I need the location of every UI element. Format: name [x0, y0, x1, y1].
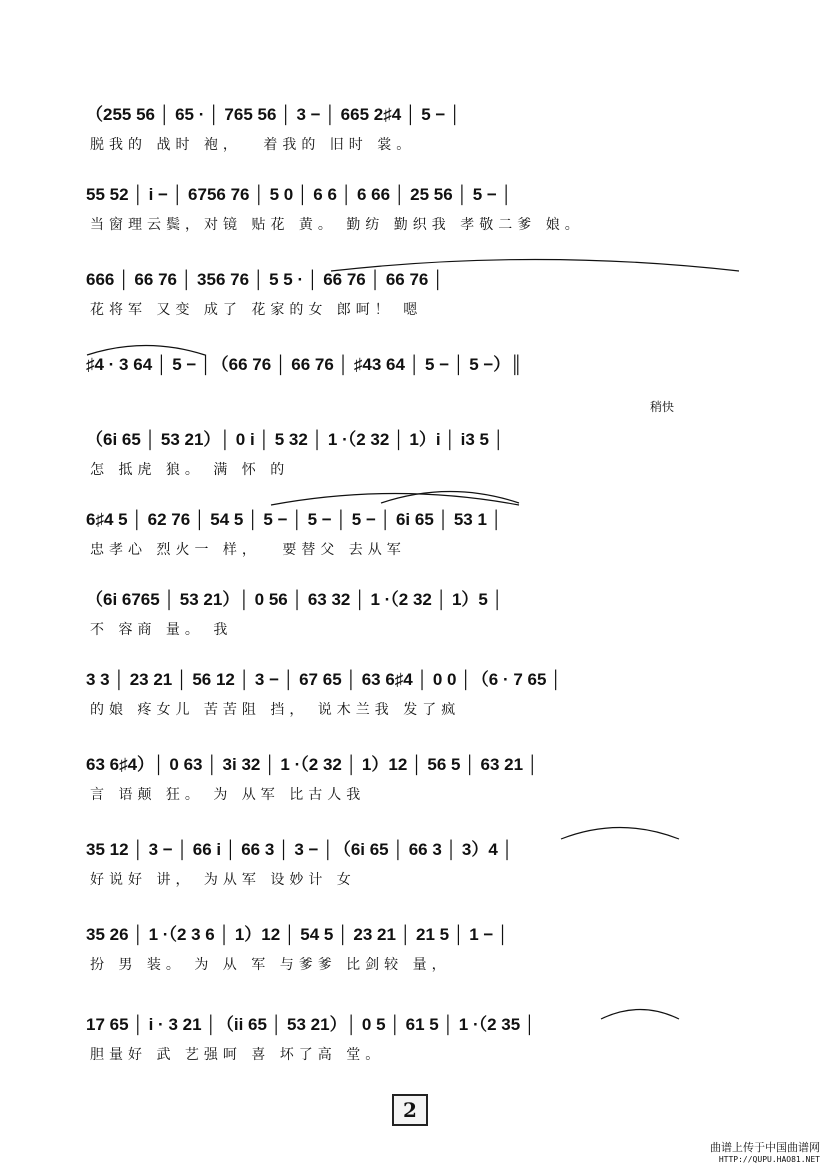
watermark-line1: 曲谱上传于中国曲谱网 — [710, 1141, 820, 1154]
notation-line: （6i 6765 │ 53 21）│ 0 56 │ 63 32 │ 1 ·（2 32 │ 1）5 │ — [86, 590, 504, 609]
lyrics-line: 不 容商 量。 我 — [90, 622, 233, 638]
notation-line: 666 │ 66 76 │ 356 76 │ 5 5 · │ 66 76 │ 66 76 │ — [86, 270, 444, 289]
watermark — [710, 1142, 820, 1166]
page-number: 2 — [392, 1094, 428, 1126]
slur-mark — [270, 492, 520, 506]
notation-line: 3 3 │ 23 21 │ 56 12 │ 3 − │ 67 65 │ 63 6♯4 │ 0 0 │（6 · 7 65 │ — [86, 670, 562, 689]
notation-line: 6♯4 5 │ 62 76 │ 54 5 │ 5 − │ 5 − │ 5 − │ 6i 65 │ 53 1 │ — [86, 510, 503, 529]
lyrics-line: 忠孝心 烈火一 样， 要替父 去从军 — [90, 542, 406, 558]
lyrics-line: 当窗理云鬓，对镜 贴花 黄。 勤纺 勤织我 孝敬二爹 娘。 — [90, 217, 584, 233]
lyrics-line: 扮 男 装。 为 从 军 与爹爹 比剑较 量， — [90, 957, 451, 973]
tempo-mark: 稍快 — [650, 400, 675, 414]
lyrics-line: 胆量好 武 艺强呵 喜 坏了高 堂。 — [90, 1047, 385, 1063]
lyrics-line: 怎 抵虎 狼。 满 怀 的 — [90, 462, 290, 478]
notation-line: 55 52 │ i − │ 6756 76 │ 5 0 │ 6 6 │ 6 66 │ 25 56 │ 5 − │ — [86, 185, 513, 204]
slur-mark — [600, 1008, 680, 1020]
slur-mark — [380, 490, 520, 504]
lyrics-line: 花将军 又变 成了 花家的女 郎呵！ 嗯 — [90, 302, 423, 318]
lyrics-line: 脱我的 战时 袍， 着我的 旧时 裳。 — [90, 137, 416, 153]
slur-mark — [560, 826, 680, 840]
lyrics-line: 言 语颠 狂。 为 从军 比古人我 — [90, 787, 366, 803]
notation-line: 63 6♯4）│ 0 63 │ 3i 32 │ 1 ·（2 32 │ 1）12 │ 56 5 │ 63 21 │ — [86, 755, 539, 774]
notation-line: ♯4 · 3 64 │ 5 − │（66 76 │ 66 76 │ ♯43 64 │ 5 − │ 5 −）║ — [86, 355, 523, 374]
lyrics-line: 好说好 讲， 为从军 设妙计 女 — [90, 872, 356, 888]
watermark-line2: HTTP://QUPU.HAO81.NET — [718, 1155, 820, 1164]
lyrics-line: 的娘 疼女儿 苦苦阻 挡， 说木兰我 发了疯 — [90, 702, 461, 718]
notation-line: 35 12 │ 3 − │ 66 i │ 66 3 │ 3 − │（6i 65 │ 66 3 │ 3）4 │ — [86, 840, 514, 859]
notation-line: （6i 65 │ 53 21）│ 0 i │ 5 32 │ 1 ·（2 32 │ 1）i │ i3 5 │ — [86, 430, 505, 449]
notation-line: 17 65 │ i · 3 21 │（ii 65 │ 53 21）│ 0 5 │ 61 5 │ 1 ·（2 35 │ — [86, 1015, 536, 1034]
notation-line: （255 56 │ 65 · │ 765 56 │ 3 − │ 665 2♯4 │ 5 − │ — [86, 105, 461, 124]
notation-line: 35 26 │ 1 ·（2 3 6 │ 1）12 │ 54 5 │ 23 21 │ 21 5 │ 1 − │ — [86, 925, 509, 944]
